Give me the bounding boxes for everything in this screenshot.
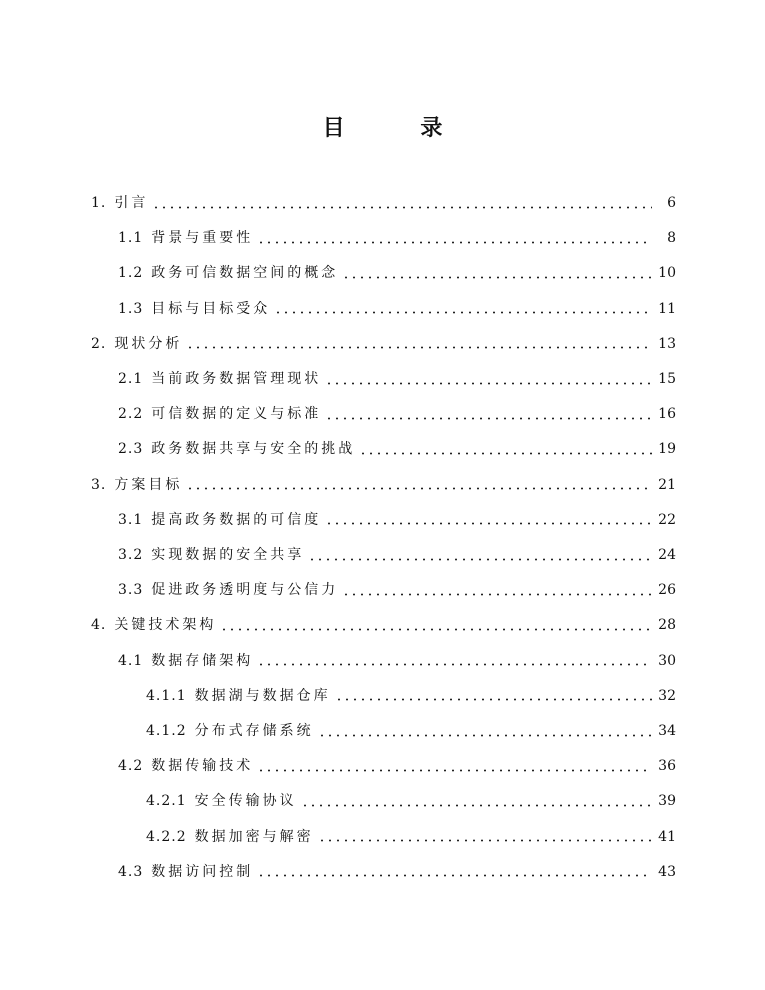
toc-entry-title: 现状分析 (114, 335, 183, 352)
toc-entry[interactable] (91, 188, 676, 218)
dot-leader (325, 417, 652, 420)
toc-entry-number: 3. (91, 476, 107, 493)
toc-entry-title: 数据加密与解密 (194, 828, 314, 845)
toc-entry-page: 13 (658, 335, 676, 352)
toc-entry-number: 4. (91, 617, 107, 634)
toc-entry[interactable] (118, 751, 676, 781)
toc-entry[interactable] (118, 399, 676, 429)
dot-leader (335, 698, 652, 701)
toc-entry-page: 36 (658, 758, 676, 775)
dot-leader (257, 874, 652, 877)
toc-entry-number: 4.1 (118, 652, 144, 669)
toc-entry-page: 41 (658, 828, 676, 845)
toc-entry-number: 4.1.2 (146, 723, 187, 739)
toc-entry-title: 目标与目标受众 (151, 300, 271, 317)
toc-entry[interactable] (118, 505, 676, 535)
toc-entry[interactable] (118, 364, 676, 394)
toc-entry-number: 4.2.1 (146, 793, 187, 810)
toc-title: 目 录 (322, 116, 477, 141)
toc-entry-page: 11 (658, 300, 676, 317)
dot-leader (186, 487, 652, 490)
toc-entry-page: 21 (658, 476, 676, 493)
toc-entry-title: 实现数据的安全共享 (151, 547, 305, 563)
toc-entry-page: 39 (658, 793, 676, 810)
toc-entry-page: 34 (658, 723, 676, 739)
toc-entry-page: 16 (658, 406, 676, 423)
dot-leader (359, 452, 652, 455)
toc-entry[interactable] (118, 857, 676, 887)
toc-entry-page: 28 (658, 617, 676, 634)
toc-entry-page: 30 (658, 652, 676, 669)
toc-entry-number: 3.3 (118, 582, 144, 599)
toc-entry-page: 32 (658, 687, 676, 704)
dot-leader (152, 206, 652, 209)
dot-leader (308, 558, 652, 561)
toc-entry[interactable] (118, 434, 676, 464)
toc-entry[interactable] (146, 786, 676, 816)
toc-entry-page: 24 (658, 547, 676, 563)
toc-entry-title: 提高政务数据的可信度 (151, 511, 322, 528)
toc-entry-number: 3.2 (118, 547, 144, 563)
toc-entry-title: 可信数据的定义与标准 (151, 406, 322, 423)
toc-entry-title: 关键技术架构 (114, 617, 217, 634)
dot-leader (325, 522, 652, 525)
toc-entry-number: 1.2 (118, 265, 144, 282)
toc-entry-title: 政务数据共享与安全的挑战 (151, 441, 356, 458)
toc-entry-page: 26 (658, 582, 676, 599)
toc-entry[interactable] (146, 716, 676, 746)
dot-leader (318, 734, 652, 737)
toc-entry[interactable] (91, 470, 676, 500)
toc-entry-page: 10 (658, 265, 676, 282)
toc-entry-number: 1. (91, 195, 107, 211)
dot-leader (342, 276, 652, 279)
dot-leader (257, 663, 652, 666)
dot-leader (318, 839, 652, 842)
toc-entry-page: 6 (667, 195, 676, 211)
toc-entry-page: 19 (658, 441, 676, 458)
toc-entry[interactable] (118, 646, 676, 676)
dot-leader (186, 346, 652, 349)
dot-leader (301, 804, 652, 807)
dot-leader (342, 593, 652, 596)
toc-entry-page: 15 (658, 371, 676, 387)
toc-entry-number: 2. (91, 335, 107, 352)
toc-entry-number: 2.1 (118, 371, 144, 387)
toc-entry-title: 背景与重要性 (151, 230, 254, 247)
toc-entry-title: 安全传输协议 (194, 793, 297, 810)
toc-entry-title: 方案目标 (114, 476, 183, 493)
toc-entry-number: 4.1.1 (146, 687, 187, 704)
toc-entry[interactable] (118, 540, 676, 570)
toc-entry-number: 2.2 (118, 406, 144, 423)
toc-entry-title: 数据访问控制 (151, 863, 254, 880)
toc-entry[interactable] (91, 610, 676, 640)
toc-entry-title: 数据存储架构 (151, 652, 254, 669)
toc-entry-title: 政务可信数据空间的概念 (151, 265, 339, 282)
toc-entry[interactable] (118, 294, 676, 324)
toc-entry[interactable] (118, 258, 676, 288)
toc-entry-number: 1.1 (118, 230, 144, 247)
toc-entry-number: 4.3 (118, 863, 144, 880)
dot-leader (220, 628, 652, 631)
toc-entry-page: 22 (658, 511, 676, 528)
toc-entry-title: 当前政务数据管理现状 (151, 371, 322, 387)
toc-entry-title: 数据湖与数据仓库 (194, 687, 331, 704)
toc-entry[interactable] (91, 329, 676, 359)
toc-entry-number: 4.2.2 (146, 828, 187, 845)
dot-leader (257, 769, 652, 772)
toc-entry-number: 3.1 (118, 511, 144, 528)
toc-entry[interactable] (118, 575, 676, 605)
toc-entry-page: 8 (667, 230, 676, 247)
toc-entry-page: 43 (658, 863, 676, 880)
toc-entry-number: 2.3 (118, 441, 144, 458)
toc-entry[interactable] (118, 223, 676, 253)
dot-leader (274, 311, 652, 314)
toc-entry-title: 分布式存储系统 (194, 723, 314, 739)
toc-entry-title: 引言 (114, 195, 149, 211)
toc-entry[interactable] (146, 681, 676, 711)
toc-entry-title: 数据传输技术 (151, 758, 254, 775)
dot-leader (325, 382, 652, 385)
toc-entry[interactable] (146, 822, 676, 852)
toc-entry-number: 1.3 (118, 300, 144, 317)
dot-leader (257, 241, 652, 244)
toc-entry-title: 促进政务透明度与公信力 (151, 582, 339, 599)
toc-entry-number: 4.2 (118, 758, 144, 775)
